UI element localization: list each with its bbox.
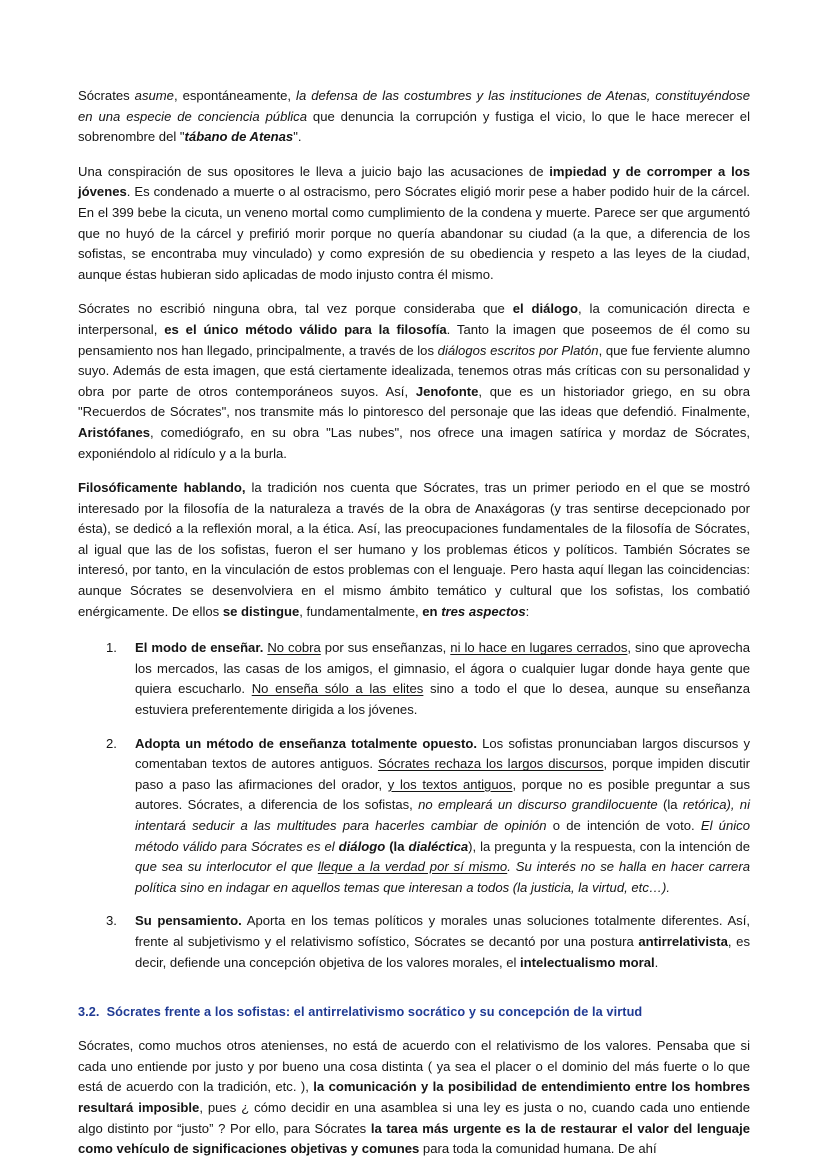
text-run: Los sofistas pronunciaban largos discursos y comentaban textos de autores antiguos. <box>135 735 751 772</box>
text-run: sino a todo el que lo desea, aunque su enseñanza estuviera preferentemente dirigida a los jóvenes. <box>135 681 750 718</box>
text-run-italic: El único método válido para Sócrates es el <box>135 818 750 854</box>
text-run: , es decir, defiende una concepción objetiva de los valores morales, el <box>135 933 750 970</box>
text-run-bold: el diálogo <box>512 301 579 317</box>
text-run-bold: la tarea más urgente es la de restaurar el valor del lenguaje como vehículo de significaciones objetivas y comunes <box>78 1120 751 1157</box>
text-run: , que fue ferviente alumno suyo. Además de esta imagen, que está ciertamente idealizada, tenemos otras más críticas con su personalidad y obra por parte de otros contemporáneos suyos. Así, <box>78 342 751 399</box>
paragraph-relativismo-valores <box>78 1036 750 1160</box>
text-run-bold: (la <box>385 838 409 854</box>
text-run: , fundamentalmente, <box>299 603 423 619</box>
text-run: la tradición nos cuenta que Sócrates, tras un primer periodo en el que se mostró interesado por la filosofía de la naturaleza a través de la obra de Anaxágoras (y tras sentirse decepcionado por ésta), se dedicó a la reflexión moral, a la ética. Así, las preocupaciones fundamentales de la filosofía de Sócrates, al igual que las de los sofistas, fueron el ser humano y los problemas éticos y políticos. También Sócrates se interesó, por tanto, en la vinculación de estos problemas con el lenguaje. Pero hasta aquí llegan las coincidencias: aunque Sócrates se desenvolviera en el mismo ámbito temático y cultural que los sofistas, los combatió enérgicamente. De ellos <box>78 480 751 619</box>
text-run: . Es condenado a muerte o al ostracismo, pero Sócrates eligió morir pese a haber podido huir de la cárcel. En el 399 bebe la cicuta, un veneno mortal como cumplimiento de la condena y muerte. Parece ser que argumentó que no huyó de la cárcel y prefirió morir porque no quería abandonar su ciudad (a la que, a diferencia de los sofistas, se encontraba muy vinculado) y como expresión de su obediencia y respeto a las leyes de la ciudad, aunque éstas hubieran sido aplicadas de modo injusto contra él mismo. <box>78 184 750 282</box>
text-run: Sócrates <box>78 88 135 103</box>
text-run-bold: Su pensamiento. <box>135 913 242 929</box>
list-item <box>78 734 750 899</box>
paragraph-socrates-defensa <box>78 86 750 148</box>
text-run: , pues ¿ cómo decidir en una asamblea si una ley es justa o no, cuando cada uno entiende algo distinto por “justo” ? Por ello, para Sócrates <box>78 1099 750 1136</box>
list-item-number: 1. <box>106 640 117 656</box>
text-run-italic: que sea su interlocutor el que <box>135 859 318 875</box>
text-run-underline: ni lo hace en lugares cerrados <box>450 640 628 656</box>
text-run-bold: Jenofonte <box>415 383 479 399</box>
text-run-bold-italic: diálogo <box>338 838 386 854</box>
text-run-underline: y los textos antiguos <box>387 776 513 792</box>
text-run: por sus enseñanzas, <box>320 640 451 656</box>
text-run: para toda la comunidad humana. De ahí <box>419 1141 657 1157</box>
text-run-italic: diálogos escritos por Platón <box>437 342 599 358</box>
text-run: Una conspiración de sus opositores le lleva a juicio bajo las acusaciones de <box>78 163 550 179</box>
text-run: . Tanto la imagen que poseemos de él como su pensamiento nos han llegado, principalmente, a través de los <box>78 321 750 358</box>
text-run: Aporta en los temas políticos y morales unas soluciones totalmente diferentes. Así, frente al subjetivismo y el relativismo sofístico, Sócrates se decantó por una postura <box>135 913 750 949</box>
text-run-underline: No cobra <box>267 640 321 656</box>
text-run: , la comunicación directa e interpersonal, <box>78 301 750 337</box>
text-run-italic-underline: lleque a la verdad por sí mismo <box>317 859 508 875</box>
text-run: ), la pregunta y la respuesta, con la intención de <box>468 838 750 854</box>
text-run-underline: Sócrates rechaza los largos discursos <box>377 756 604 772</box>
text-run-bold-italic: dialéctica <box>408 838 469 854</box>
text-run: (la <box>657 797 683 813</box>
text-run-italic: asume <box>134 88 174 103</box>
text-run-bold: El modo de enseñar. <box>135 640 264 656</box>
list-item <box>78 638 750 720</box>
paragraph-conspiracion-juicio <box>78 162 750 286</box>
list-item <box>78 911 750 973</box>
text-run-bold: es el único método válido para la filosofía <box>164 321 447 337</box>
text-run: Sócrates, como muchos otros atenienses, no está de acuerdo con el relativismo de los valores. Pensaba que si cada uno entiende por justo y por bueno una cosa distinta ( ya sea el placer o el dominio del más fuerte o lo que está de acuerdo con la tradición, etc. ), <box>78 1038 750 1095</box>
text-run: , comediógrafo, en su obra "Las nubes", nos ofrece una imagen satírica y mordaz de Sócrates, exponiéndolo al ridículo y a la burla. <box>78 424 750 461</box>
text-run-bold: en <box>422 603 442 619</box>
text-run-italic: la defensa de las costumbres y las instituciones de Atenas, constituyéndose en una especie de conciencia pública <box>78 88 750 124</box>
text-run: Sócrates no escribió ninguna obra, tal vez porque consideraba que <box>78 301 513 317</box>
text-run: , porque no es posible preguntar a sus autores. Sócrates, a diferencia de los sofistas, <box>135 776 750 813</box>
text-run-italic: . Su interés no se halla en hacer carrera política sino en indagar en aquellos temas que interesan a todos (la justicia, la virtud, etc…). <box>135 859 750 895</box>
text-run-bold: impiedad y de corromper a los jóvenes <box>78 163 750 200</box>
text-run-bold: antirrelativista <box>638 933 728 949</box>
paragraph-no-escribio-obra <box>78 299 750 464</box>
text-run-bold: Adopta un método de enseñanza totalmente opuesto. <box>135 735 477 751</box>
paragraph-filosoficamente-hablando <box>78 478 750 622</box>
tres-aspectos-list <box>78 638 750 973</box>
text-run-bold-italic: tábano de Atenas <box>184 129 294 145</box>
text-run: ". <box>293 129 302 145</box>
text-run-bold: intelectualismo moral <box>520 954 655 970</box>
text-run-bold: Aristófanes <box>78 424 151 440</box>
text-run: que denuncia la corrupción y fustiga el vicio, lo que le hace merecer el sobrenombre del " <box>78 108 750 145</box>
text-run-bold: la comunicación y la posibilidad de entendimiento entre los hombres resultará imposible <box>78 1079 750 1115</box>
text-run-underline: No enseña sólo a las elites <box>251 681 424 697</box>
text-run-italic: no empleará un discurso grandilocuente <box>418 797 658 813</box>
section-heading-3-2 <box>78 1003 750 1022</box>
list-item-number: 2. <box>106 735 117 751</box>
section-title: Sócrates frente a los sofistas: el antirrelativismo socrático y su concepción de la virtud <box>106 1005 643 1020</box>
text-run-italic: retórica), ni intentará seducir a las multitudes para hacerles cambiar de opinión <box>135 797 750 833</box>
text-run: o de intención de voto. <box>546 818 701 833</box>
text-run: , sino que aprovecha los mercados, las casas de los amigos, el gimnasio, el ágora o cualquier lugar donde haya gente que quiera escucharlo. <box>135 640 750 697</box>
text-run-bold-italic: tres aspectos <box>441 603 526 619</box>
text-run: , que es un historiador griego, en su obra "Recuerdos de Sócrates", nos transmite más lo pintoresco del personaje que las ideas que defendió. Finalmente, <box>78 383 750 420</box>
text-run: , porque impiden discutir paso a paso las afirmaciones del orador, <box>135 756 750 792</box>
text-run-bold: se distingue <box>222 603 300 619</box>
section-number: 3.2. <box>78 1005 100 1020</box>
text-run: : <box>525 603 530 619</box>
text-run-bold: Filosóficamente hablando, <box>78 480 246 496</box>
document-body <box>78 86 750 1160</box>
text-run: . <box>654 954 659 970</box>
text-run: , espontáneamente, <box>173 88 297 103</box>
list-item-number: 3. <box>106 913 117 929</box>
